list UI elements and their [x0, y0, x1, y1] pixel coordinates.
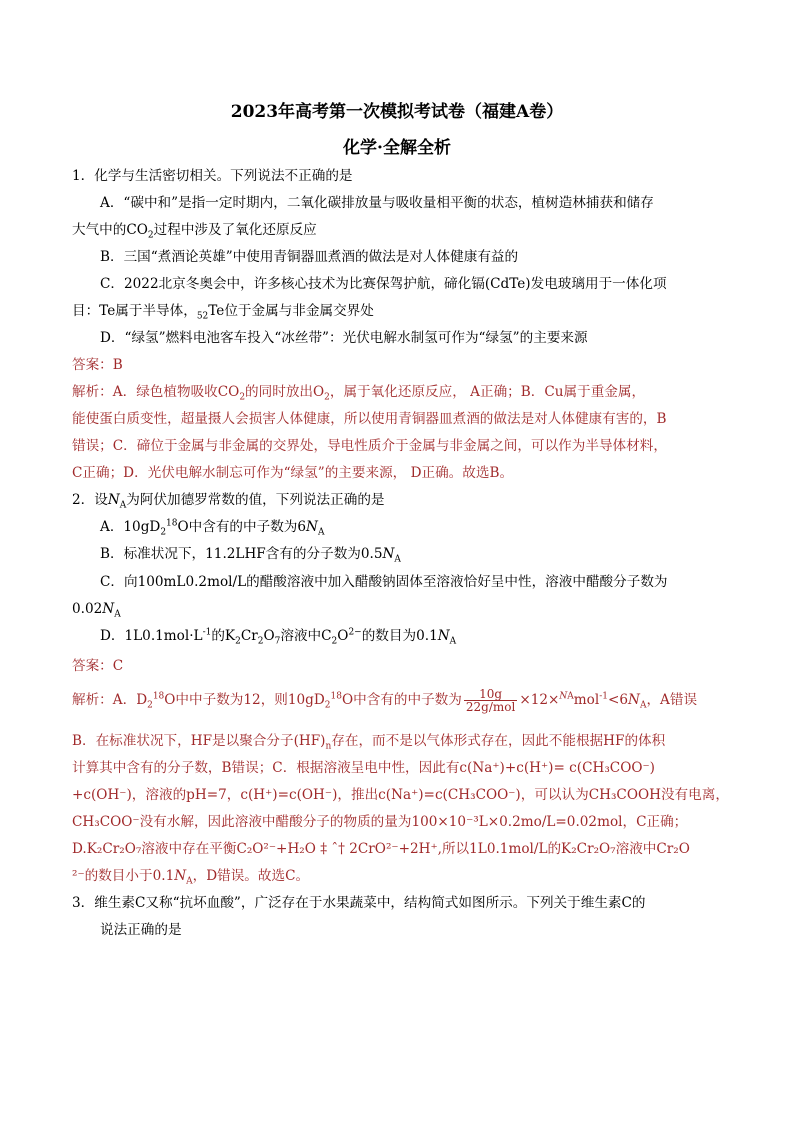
q1-option-a-line1: A．“碳中和”是指一定时期内，二氧化碳排放量与吸收量相平衡的状态，植树造林捕获和储存	[100, 195, 654, 211]
q1-explanation-line1: 解析：A．绿色植物吸收$CO_2$的同时放出$O_2$，属于氧化还原反应， A正确；B．Cu属于重金属，	[72, 384, 646, 403]
q1-answer: 答案：B	[72, 357, 123, 373]
q2-explanation-line7: ²⁻的数目小于$0.1N_A$，D错误。故选C。	[72, 868, 310, 887]
question-1-stem: 1．化学与生活密切相关。下列说法不正确的是	[72, 168, 353, 184]
q2-explanation-line1: 解析：A．$D_2^{18}O$中中子数为12，则$10gD_2^{18}O$中含有的中子数为 $\frac{10g}{\text{22g/mol}}$ $\times 12\times^{NA}mol^{-1}<6N_A$，A错误	[72, 687, 698, 714]
question-3-stem-line1: 3．维生素C又称“抗坏血酸”，广泛存在于水果蔬菜中，结构简式如图所示。下列关于维生素C的	[72, 895, 646, 911]
q2-option-c-line1: C．向100mL0.2mol/L的醋酸溶液中加入醋酸钠固体至溶液恰好呈中性，溶液中醋酸分子数为	[100, 574, 668, 590]
q1-option-d: D．“绿氢”燃料电池客车投入“冰丝带”：光伏电解水制氢可作为“绿氢”的主要来源	[100, 330, 588, 346]
q1-option-b: B．三国“煮酒论英雄”中使用青铜器皿煮酒的做法是对人体健康有益的	[100, 249, 519, 265]
fraction: $\frac{10g}{\text{22g/mol}}$	[465, 687, 516, 714]
q1-explanation-line2: 能使蛋白质变性，超量摄人会损害人体健康，所以使用青铜器皿煮酒的做法是对人体健康有害的，B	[72, 411, 667, 427]
q1-option-c-line2: 目：Te属于半导体，$_{52}$Te位于金属与非金属交界处	[72, 303, 374, 322]
q2-explanation-line2: B．在标准状况下，HF是以聚合分子$(HF)_n$存在，而不是以气体形式存在，因此不能根据HF的体积	[72, 733, 666, 752]
question-3-stem-line2: 说法正确的是	[100, 922, 182, 938]
exam-subtitle: 化学·全解全析	[343, 138, 451, 158]
exam-title: 2023年高考第一次模拟考试卷（福建A卷）	[230, 102, 564, 122]
q2-option-b: B．标准状况下，11.2LHF含有的分子数为$0.5N_A$	[100, 546, 401, 565]
q2-explanation-line6: D.K₂Cr₂O₇溶液中存在平衡C₂O²⁻+H₂O ‡ ˆ† 2CrO²⁻+2H⁺,所以1L0.1mol/L的K₂Cr₂O₇溶液中Cr₂O	[72, 841, 690, 857]
q1-option-a-line2: 大气中的$CO_2$过程中涉及了氧化还原反应	[72, 222, 317, 241]
q2-option-a: A．$10gD_2^{18}O$中含有的中子数为$6N_A$	[100, 518, 325, 538]
q2-option-c-line2: $0.02N_A$	[72, 601, 121, 620]
q2-explanation-line3: 计算其中含有的分子数，B错误；C．根据溶液呈电中性，因此有c(Na⁺)+c(H⁺)= c(CH₃COO⁻)	[72, 760, 655, 776]
q1-option-c-line1: C．2022北京冬奥会中，许多核心技术为比赛保驾护航，碲化镉(CdTe)发电玻璃用于一体化项	[100, 276, 667, 292]
q1-explanation-line4: C正确；D．光伏电解水制忘可作为“绿氢”的主要来源， D正确。故选B。	[72, 465, 514, 481]
question-2-stem: 2．设$N_A$为阿伏加德罗常数的值，下列说法正确的是	[72, 492, 385, 511]
q2-explanation-line4: +c(OH⁻)，溶液的pH=7，c(H⁺)=c(OH⁻)，推出c(Na⁺)=c(CH₃COO⁻)，可以认为CH₃COOH没有电离，	[72, 787, 729, 803]
q2-answer: 答案：C	[72, 658, 124, 674]
q2-option-d: D．$1L0.1mol\cdot L^{-1}$的$K_2Cr_2O_7$溶液中$C_2O^{2-}$的数目为$0.1N_A$	[100, 627, 457, 647]
q2-explanation-line5: CH₃COO⁻没有水解，因此溶液中醋酸分子的物质的量为100×10⁻³L×0.2mo/L=0.02mol，C正确；	[72, 814, 688, 830]
q1-explanation-line3: 错误；C．碲位于金属与非金属的交界处，导电性质介于金属与非金属之间，可以作为半导体材料，	[72, 438, 667, 454]
